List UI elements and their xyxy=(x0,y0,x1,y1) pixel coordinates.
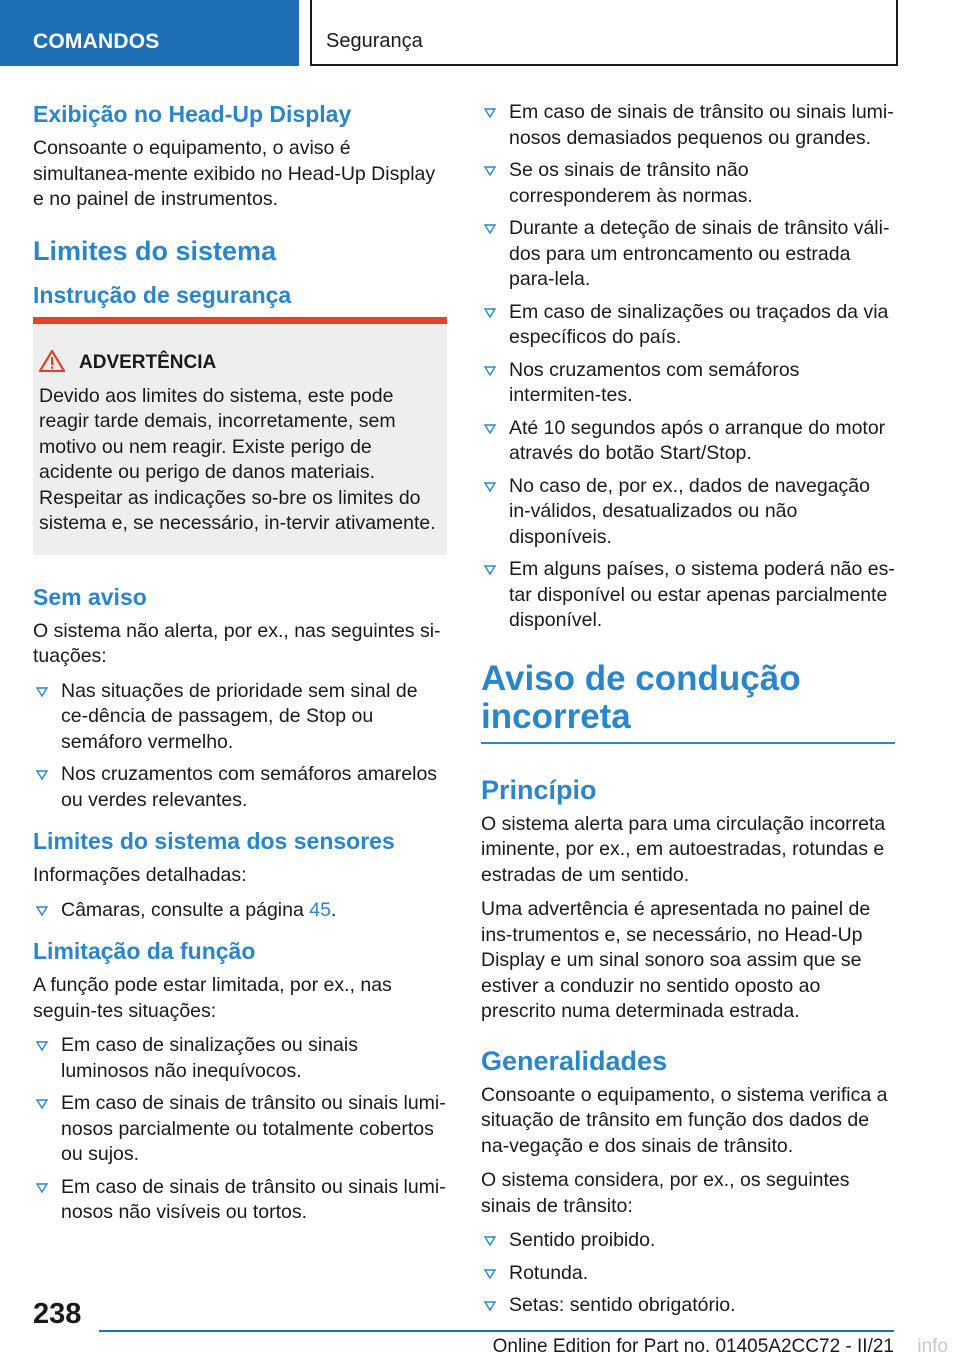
section-tab xyxy=(0,0,299,66)
triangle-bullet-icon xyxy=(483,219,497,237)
list-item xyxy=(481,358,895,409)
triangle-bullet-icon xyxy=(483,419,497,437)
triangle-bullet-icon xyxy=(483,1231,497,1249)
no-warning-text: O sistema não alerta, por ex., nas seguintes si-tuações: xyxy=(33,619,441,667)
list-item-text: Nos cruzamentos com semáforos amarelos ou verdes relevantes. xyxy=(61,763,438,811)
general-list xyxy=(481,1228,895,1319)
list-item xyxy=(33,762,447,813)
hud-text: Consoante o equipamento, o aviso é simultanea-mente exibido no Head-Up Display e no painel de instrumentos. xyxy=(33,137,436,210)
general-heading: Generalidades xyxy=(481,1045,668,1076)
wrong-way-heading-line1: Aviso de condução xyxy=(481,658,801,698)
triangle-bullet-icon xyxy=(483,477,497,495)
function-list xyxy=(33,1033,447,1226)
list-item xyxy=(481,1293,895,1319)
footer-divider xyxy=(99,1330,894,1332)
triangle-bullet-icon xyxy=(483,361,497,379)
list-item-text: Setas: sentido obrigatório. xyxy=(509,1294,736,1316)
watermark: info xyxy=(917,1336,948,1357)
list-item-text: Durante a deteção de sinais de trânsito váli-dos para um entroncamento ou estrada para-lela. xyxy=(509,217,890,290)
page-link[interactable]: 45 xyxy=(309,898,331,921)
triangle-bullet-icon xyxy=(483,1264,497,1282)
list-item-text: Em alguns países, o sistema poderá não es-tar disponível ou estar apenas parcialmente disponível. xyxy=(509,558,895,631)
principle-text-1: O sistema alerta para uma circulação incorreta iminente, por ex., em autoestradas, rotundas e estradas de um sentido. xyxy=(481,812,886,886)
left-column xyxy=(33,100,447,1233)
limitations-list xyxy=(481,100,895,634)
triangle-bullet-icon xyxy=(483,1296,497,1314)
list-item-text: Em caso de sinalizações ou sinais luminosos não inequívocos. xyxy=(61,1034,358,1082)
sensor-list xyxy=(33,898,447,924)
edition-text: Online Edition for Part no. 01405A2CC72 - II/21 xyxy=(492,1336,894,1357)
warning-box xyxy=(33,317,447,555)
list-item-text: Rotunda. xyxy=(509,1261,589,1284)
list-item xyxy=(33,1091,447,1168)
list-item xyxy=(481,300,895,351)
list-item xyxy=(33,679,447,756)
warning-text: Devido aos limites do sistema, este pode reagir tarde demais, incorretamente, sem motivo ou nem reagir. Existe perigo de acidente ou perigo de danos materiais. Respeitar as indicações so-bre os limites do sistema e, se necessário, in-tervir ativamente. xyxy=(39,384,436,534)
list-item-text: Nas situações de prioridade sem sinal de ce-dência de passagem, de Stop ou semáforo vermelho. xyxy=(61,679,418,753)
sensor-text: Informações detalhadas: xyxy=(33,864,247,886)
list-item-text: Em caso de sinalizações ou traçados da via específicos do país. xyxy=(509,300,889,348)
triangle-bullet-icon xyxy=(483,103,497,121)
list-item xyxy=(481,1228,895,1254)
function-text: A função pode estar limitada, por ex., nas seguin-tes situações: xyxy=(33,974,392,1022)
sensor-heading: Limites do sistema dos sensores xyxy=(33,828,395,854)
list-item xyxy=(481,557,895,634)
sensor-item-prefix: Câmaras, consulte a página xyxy=(61,898,310,921)
list-item-text: Em caso de sinais de trânsito ou sinais lumi-nosos demasiados pequenos ou grandes. xyxy=(509,101,894,149)
triangle-bullet-icon xyxy=(35,1094,49,1112)
triangle-bullet-icon xyxy=(35,1036,49,1054)
triangle-bullet-icon xyxy=(35,901,49,919)
list-item xyxy=(481,216,895,293)
principle-text-2: Uma advertência é apresentada no painel de ins-trumentos e, se necessário, no Head-Up Display e um sinal sonoro soa assim que se estiver a conduzir no sentido oposto ao prescrito numa determinada estrada. xyxy=(481,898,871,1022)
list-item xyxy=(33,898,447,924)
limits-heading: Limites do sistema xyxy=(33,235,277,266)
triangle-bullet-icon xyxy=(483,560,497,578)
wrong-way-heading-line2: incorreta xyxy=(481,696,631,736)
no-warning-heading: Sem aviso xyxy=(33,583,147,610)
list-item xyxy=(481,416,895,467)
list-item xyxy=(481,474,895,551)
general-text-1: Consoante o equipamento, o sistema verifica a situação de trânsito em função dos dados de na-vegação e dos sinais de trânsito. xyxy=(481,1083,888,1157)
list-item-text: Se os sinais de trânsito não corresponderem às normas. xyxy=(509,159,753,207)
list-item-text: Até 10 segundos após o arranque do motor através do botão Start/Stop. xyxy=(509,416,886,464)
list-item xyxy=(481,1261,895,1287)
triangle-bullet-icon xyxy=(35,682,49,700)
triangle-bullet-icon xyxy=(483,303,497,321)
section-label: COMANDOS xyxy=(33,30,160,53)
general-text-2: O sistema considera, por ex., os seguintes sinais de trânsito: xyxy=(481,1169,850,1217)
page-number: 238 xyxy=(33,1298,82,1330)
warning-title: ADVERTÊNCIA xyxy=(79,352,217,373)
triangle-bullet-icon xyxy=(35,765,49,783)
safety-heading: Instrução de segurança xyxy=(33,281,292,308)
list-item xyxy=(33,1033,447,1084)
triangle-bullet-icon xyxy=(35,1178,49,1196)
list-item-text: Em caso de sinais de trânsito ou sinais lumi-nosos não visíveis ou tortos. xyxy=(61,1175,446,1223)
chapter-header xyxy=(310,0,898,66)
principle-heading: Princípio xyxy=(481,774,597,805)
list-item-text: Em caso de sinais de trânsito ou sinais lumi-nosos parcialmente ou totalmente cobertos ou sujos. xyxy=(61,1092,446,1165)
list-item xyxy=(33,1175,447,1226)
chapter-title: Segurança xyxy=(326,30,423,52)
list-item-text: Nos cruzamentos com semáforos intermiten-tes. xyxy=(509,358,800,406)
wrong-way-section-header xyxy=(481,660,895,744)
warning-triangle-icon xyxy=(39,350,65,377)
list-item xyxy=(481,158,895,209)
list-item-text: Sentido proibido. xyxy=(509,1229,656,1251)
list-item-text: No caso de, por ex., dados de navegação in-válidos, desatualizados ou não disponíveis. xyxy=(509,474,870,548)
function-heading: Limitação da função xyxy=(33,938,256,964)
no-warning-list xyxy=(33,679,447,814)
right-column xyxy=(481,100,895,1326)
triangle-bullet-icon xyxy=(483,161,497,179)
hud-heading: Exibição no Head-Up Display xyxy=(33,101,352,127)
sensor-item-suffix: . xyxy=(330,898,337,921)
list-item xyxy=(481,100,895,151)
